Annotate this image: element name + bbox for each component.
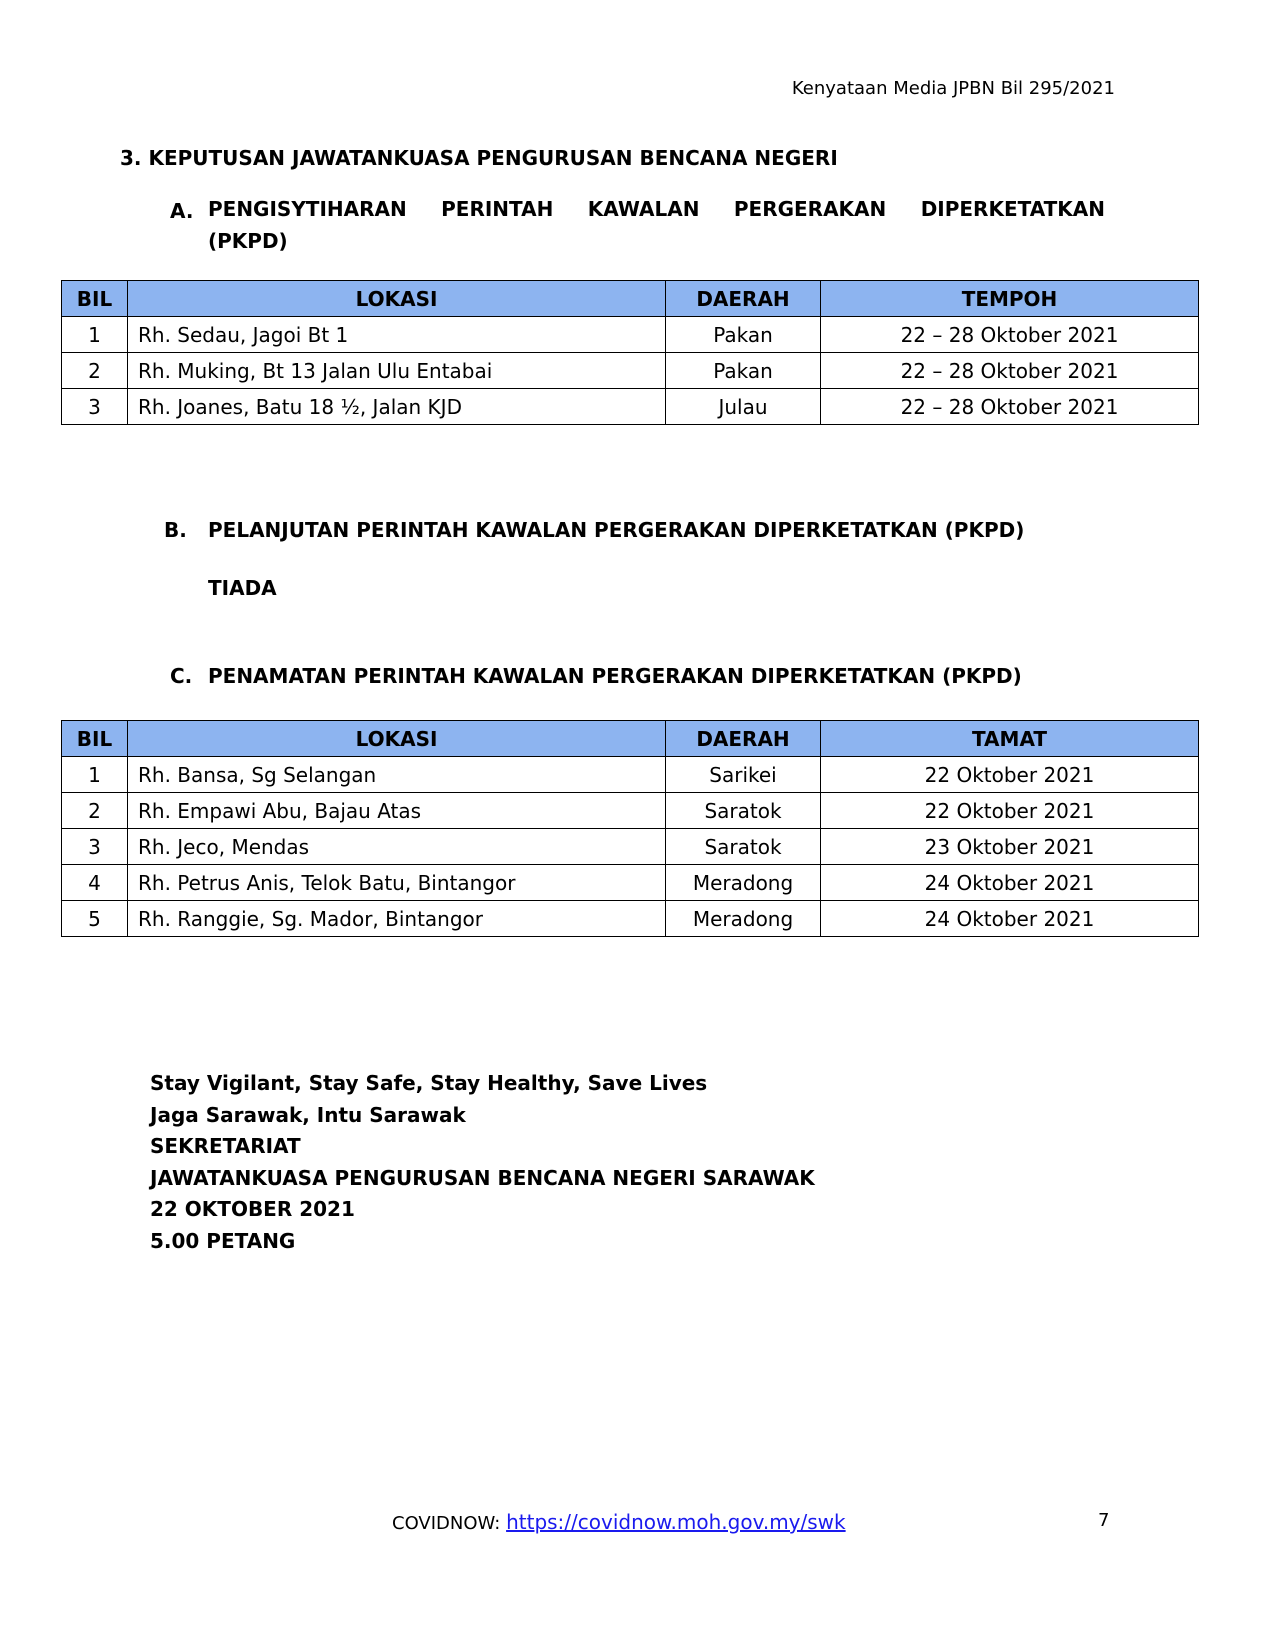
subsection-b-value: TIADA — [208, 576, 277, 600]
header-lokasi: LOKASI — [128, 721, 666, 757]
subsection-a-letter: A. — [170, 199, 194, 223]
cell-lokasi: Rh. Muking, Bt 13 Jalan Ulu Entabai — [128, 353, 666, 389]
cell-lokasi: Rh. Ranggie, Sg. Mador, Bintangor — [128, 901, 666, 937]
table-pkpd-declaration — [61, 280, 1199, 425]
subsection-a-heading — [170, 199, 1105, 257]
table-row — [62, 757, 1199, 793]
cell-lokasi: Rh. Jeco, Mendas — [128, 829, 666, 865]
closing-time: 5.00 PETANG — [150, 1228, 296, 1253]
table-row — [62, 901, 1199, 937]
cell-bil: 5 — [62, 901, 128, 937]
closing-slogan: Stay Vigilant, Stay Safe, Stay Healthy, Save Lives — [150, 1071, 708, 1095]
cell-tamat: 22 Oktober 2021 — [821, 757, 1199, 793]
cell-bil: 3 — [62, 829, 128, 865]
header-daerah: DAERAH — [666, 721, 821, 757]
header-bil: BIL — [62, 281, 128, 317]
cell-lokasi: Rh. Petrus Anis, Telok Batu, Bintangor — [128, 865, 666, 901]
cell-lokasi: Rh. Joanes, Batu 18 ½, Jalan KJD — [128, 389, 666, 425]
cell-tamat: 22 Oktober 2021 — [821, 793, 1199, 829]
cell-bil: 1 — [62, 317, 128, 353]
page-number: 7 — [1098, 1510, 1110, 1531]
document-reference: Kenyataan Media JPBN Bil 295/2021 — [791, 78, 1115, 99]
cell-daerah: Saratok — [666, 829, 821, 865]
table-row — [62, 389, 1199, 425]
cell-bil: 4 — [62, 865, 128, 901]
table-pkpd-termination — [61, 720, 1199, 937]
footer-link[interactable]: https://covidnow.moh.gov.my/swk — [506, 1510, 846, 1534]
table-row — [62, 353, 1199, 389]
cell-bil: 1 — [62, 757, 128, 793]
subsection-b-letter: B. — [164, 518, 187, 542]
cell-lokasi: Rh. Empawi Abu, Bajau Atas — [128, 793, 666, 829]
closing-block — [150, 1068, 815, 1257]
cell-bil: 2 — [62, 353, 128, 389]
cell-daerah: Pakan — [666, 317, 821, 353]
header-bil: BIL — [62, 721, 128, 757]
table-row — [62, 829, 1199, 865]
table-row — [62, 865, 1199, 901]
cell-tamat: 23 Oktober 2021 — [821, 829, 1199, 865]
cell-daerah: Meradong — [666, 865, 821, 901]
closing-secretariat: SEKRETARIAT — [150, 1134, 301, 1158]
cell-daerah: Julau — [666, 389, 821, 425]
subsection-a-title-line2: (PKPD) — [208, 229, 288, 253]
subsection-c-heading — [170, 664, 1022, 688]
subsection-b-title: PELANJUTAN PERINTAH KAWALAN PERGERAKAN DIPERKETATKAN (PKPD) — [208, 518, 1025, 542]
cell-daerah: Meradong — [666, 901, 821, 937]
table-row — [62, 317, 1199, 353]
closing-slogan-local: Jaga Sarawak, Intu Sarawak — [150, 1102, 466, 1127]
footer — [392, 1510, 846, 1534]
cell-bil: 2 — [62, 793, 128, 829]
closing-date: 22 OKTOBER 2021 — [150, 1197, 355, 1221]
table-row — [62, 793, 1199, 829]
table-header-row — [62, 281, 1199, 317]
cell-tempoh: 22 – 28 Oktober 2021 — [821, 389, 1199, 425]
cell-lokasi: Rh. Sedau, Jagoi Bt 1 — [128, 317, 666, 353]
closing-committee: JAWATANKUASA PENGURUSAN BENCANA NEGERI SARAWAK — [150, 1165, 815, 1190]
cell-tempoh: 22 – 28 Oktober 2021 — [821, 317, 1199, 353]
table-header-row — [62, 721, 1199, 757]
header-tamat: TAMAT — [821, 721, 1199, 757]
header-daerah: DAERAH — [666, 281, 821, 317]
cell-tempoh: 22 – 28 Oktober 2021 — [821, 353, 1199, 389]
subsection-c-letter: C. — [170, 664, 193, 688]
cell-tamat: 24 Oktober 2021 — [821, 865, 1199, 901]
subsection-c-title: PENAMATAN PERINTAH KAWALAN PERGERAKAN DIPERKETATKAN (PKPD) — [208, 664, 1022, 688]
cell-daerah: Sarikei — [666, 757, 821, 793]
cell-bil: 3 — [62, 389, 128, 425]
footer-label: COVIDNOW: — [392, 1513, 507, 1534]
cell-tamat: 24 Oktober 2021 — [821, 901, 1199, 937]
cell-daerah: Pakan — [666, 353, 821, 389]
subsection-b-heading — [164, 518, 1024, 542]
cell-daerah: Saratok — [666, 793, 821, 829]
header-tempoh: TEMPOH — [821, 281, 1199, 317]
subsection-a-title-line1: PENGISYTIHARAN PERINTAH KAWALAN PERGERAKAN DIPERKETATKAN — [208, 197, 1105, 221]
section-title: 3. KEPUTUSAN JAWATANKUASA PENGURUSAN BENCANA NEGERI — [120, 146, 838, 170]
header-lokasi: LOKASI — [128, 281, 666, 317]
cell-lokasi: Rh. Bansa, Sg Selangan — [128, 757, 666, 793]
